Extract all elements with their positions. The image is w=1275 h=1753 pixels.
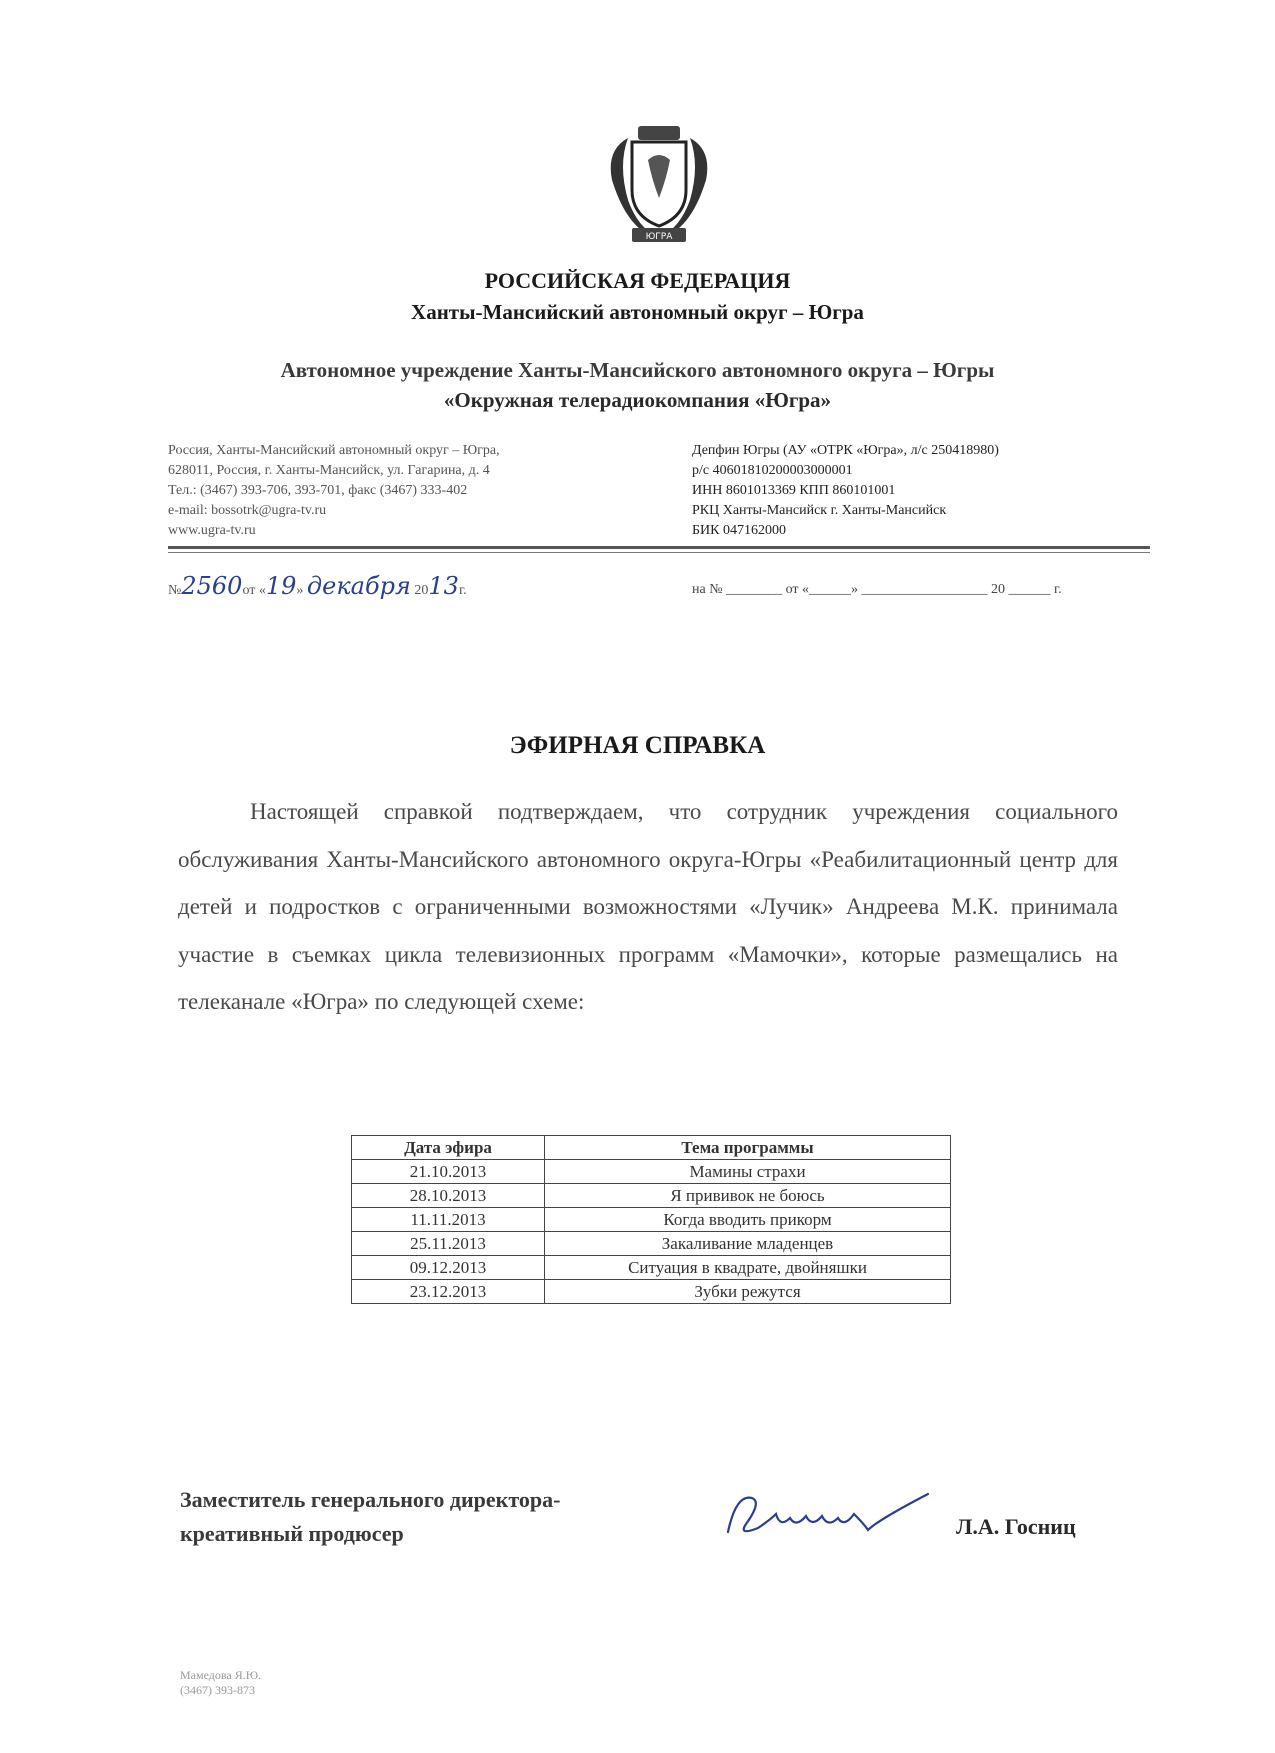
address-line: 628011, Россия, г. Ханты-Мансийск, ул. Гагарина, д. 4 xyxy=(168,463,490,478)
emblem-ribbon-text: ЮГРА xyxy=(645,232,673,242)
website-line: www.ugra-tv.ru xyxy=(168,523,256,538)
bank-line: РКЦ Ханты-Мансийск г. Ханты-Мансийск xyxy=(692,503,947,518)
address-block xyxy=(168,441,500,541)
table-row xyxy=(352,1184,951,1208)
bank-line: Депфин Югры (АУ «ОТРК «Югра», л/с 250418980) xyxy=(692,443,999,458)
table-row xyxy=(352,1280,951,1304)
air-date-cell: 21.10.2013 xyxy=(352,1160,545,1184)
year-suffix: г. xyxy=(458,583,467,598)
signatory-role-line2: креативный продюсер xyxy=(180,1521,404,1546)
handwritten-year: 13 xyxy=(428,572,459,600)
air-date-cell: 11.11.2013 xyxy=(352,1208,545,1232)
email-line: e-mail: bossotrk@ugra-tv.ru xyxy=(168,503,327,518)
table-header-row xyxy=(352,1136,951,1160)
from-label: от « xyxy=(242,583,266,598)
organization-name-line2: «Окружная телерадиокомпания «Югра» xyxy=(443,388,832,412)
broadcast-schedule-table xyxy=(351,1135,951,1304)
topic-cell: Когда вводить прикорм xyxy=(545,1208,951,1232)
coat-of-arms-emblem xyxy=(598,120,720,248)
topic-cell: Закаливание младенцев xyxy=(545,1232,951,1256)
topic-cell: Ситуация в квадрате, двойняшки xyxy=(545,1256,951,1280)
table-header-date: Дата эфира xyxy=(352,1136,545,1160)
body-text: Настоящей справкой подтверждаем, что сотрудник учреждения социального обслуживания Ханты-Мансийского автономного округа-Югры «Реабилитационный центр для детей и подростков с ограниченными возможностями «Лучик» Андреева М.К. принимала участие в съемках цикла телевизионных программ «Мамочки», которые размещались на телеканале «Югра» по следующей схеме: xyxy=(178,799,1118,1014)
handwritten-signature xyxy=(718,1484,938,1544)
executor-block xyxy=(180,1668,261,1698)
year-prefix: 20 xyxy=(414,583,429,598)
body-paragraph xyxy=(178,788,1118,1026)
incoming-reference-line: на № ________ от «______» __________________ 20 ______ г. xyxy=(692,582,1062,597)
executor-name: Мамедова Я.Ю. xyxy=(180,1668,262,1682)
handwritten-month: декабря xyxy=(306,572,411,600)
executor-phone: (3467) 393-873 xyxy=(180,1683,255,1697)
table-header-topic: Тема программы xyxy=(545,1136,951,1160)
handwritten-day: 19 xyxy=(265,572,297,600)
address-line: Россия, Ханты-Мансийский автономный округ – Югра, xyxy=(168,443,500,458)
region-heading: Ханты-Мансийский автономный округ – Югра xyxy=(411,300,864,324)
air-date-cell: 23.12.2013 xyxy=(352,1280,545,1304)
table-row xyxy=(352,1160,951,1184)
organization-name-line1: Автономное учреждение Ханты-Мансийского автономного округа – Югры xyxy=(280,358,995,382)
table-row xyxy=(352,1232,951,1256)
signatory-role-line1: Заместитель генерального директора- xyxy=(180,1487,561,1512)
bank-line: ИНН 8601013369 КПП 860101001 xyxy=(692,483,896,498)
document-title: ЭФИРНАЯ СПРАВКА xyxy=(509,732,766,759)
header-divider-thick xyxy=(168,546,1150,549)
topic-cell: Я прививок не боюсь xyxy=(545,1184,951,1208)
quote-close: » xyxy=(296,583,304,598)
bank-line: р/с 40601810200003000001 xyxy=(692,463,853,478)
number-sign: № xyxy=(168,583,182,598)
outgoing-number-line xyxy=(168,572,588,600)
bank-line: БИК 047162000 xyxy=(692,523,786,538)
signatory-name: Л.А. Госниц xyxy=(956,1514,1076,1539)
air-date-cell: 25.11.2013 xyxy=(352,1232,545,1256)
country-heading: РОССИЙСКАЯ ФЕДЕРАЦИЯ xyxy=(484,268,791,293)
topic-cell: Мамины страхи xyxy=(545,1160,951,1184)
header-divider-thin xyxy=(168,552,1150,553)
table-row xyxy=(352,1256,951,1280)
handwritten-number: 2560 xyxy=(181,572,243,600)
table-row xyxy=(352,1208,951,1232)
air-date-cell: 09.12.2013 xyxy=(352,1256,545,1280)
air-date-cell: 28.10.2013 xyxy=(352,1184,545,1208)
topic-cell: Зубки режутся xyxy=(545,1280,951,1304)
bank-details-block xyxy=(692,441,999,541)
phone-line: Тел.: (3467) 393-706, 393-701, факс (3467) 333-402 xyxy=(168,483,468,498)
signatory-role xyxy=(180,1483,560,1551)
